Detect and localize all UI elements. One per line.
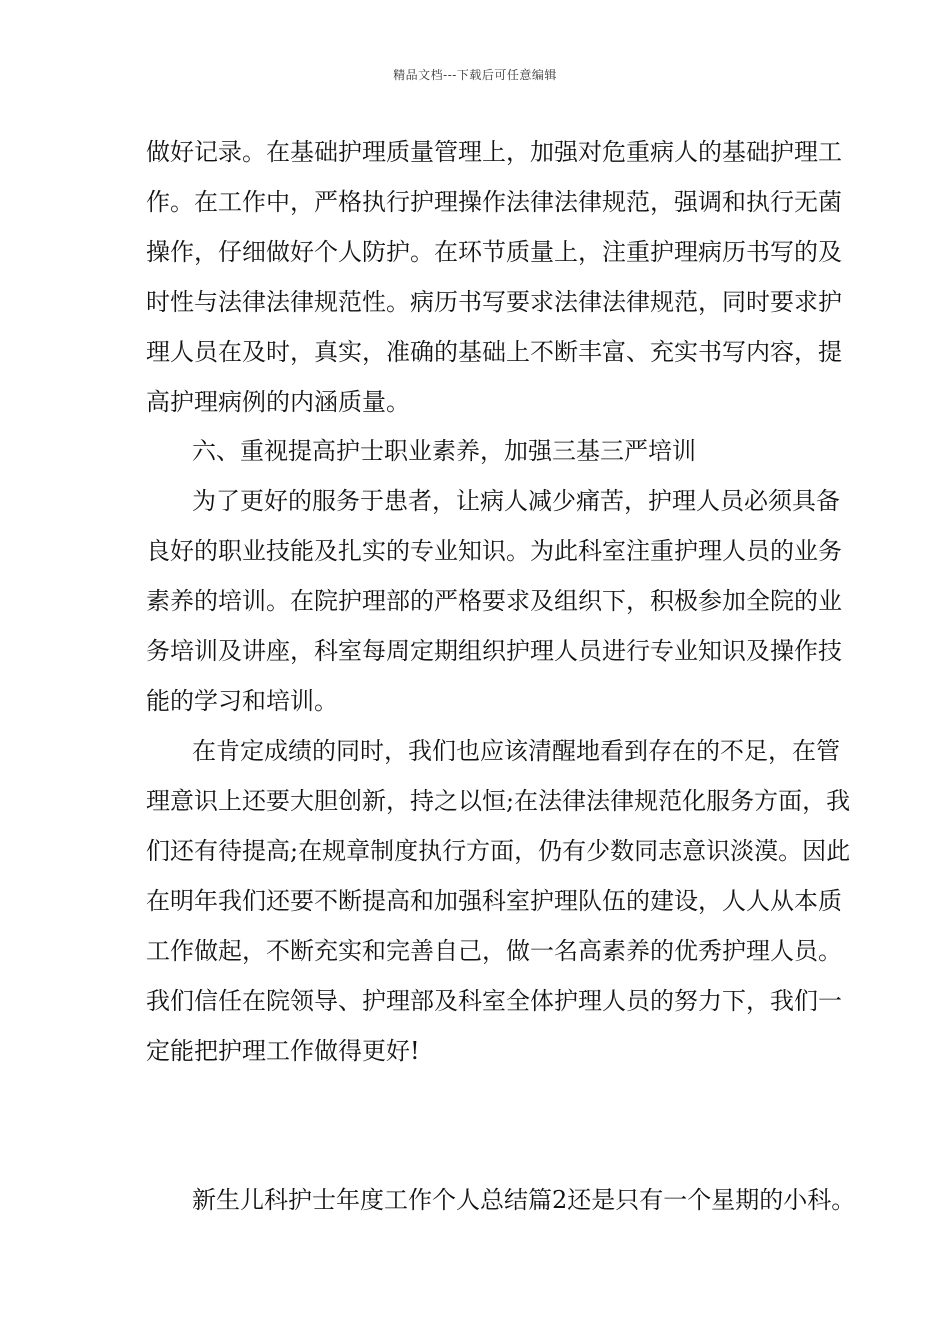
text-line: 在明年我们还要不断提高和加强科室护理队伍的建设，人人从本质 <box>146 887 842 915</box>
text-line: 为了更好的服务于患者，让病人减少痛苦，护理人员必须具备 <box>192 487 840 515</box>
text-line: 理人员在及时，真实，准确的基础上不断丰富、充实书写内容，提 <box>146 338 842 366</box>
text-line: 定能把护理工作做得更好! <box>146 1037 420 1065</box>
text-line: 高护理病例的内涵质量。 <box>146 388 410 416</box>
text-line: 做好记录。在基础护理质量管理上，加强对危重病人的基础护理工 <box>146 138 842 166</box>
text-line: 时性与法律法律规范性。病历书写要求法律法律规范，同时要求护 <box>146 288 842 316</box>
article-title-line: 新生儿科护士年度工作个人总结篇2还是只有一个星期的小科。 <box>192 1186 856 1214</box>
text-line: 素养的培训。在院护理部的严格要求及组织下，积极参加全院的业 <box>146 587 842 615</box>
page-header: 精品文档---下载后可任意编辑 <box>393 68 557 82</box>
text-line: 我们信任在院领导、护理部及科室全体护理人员的努力下，我们一 <box>146 987 842 1015</box>
text-line: 务培训及讲座，科室每周定期组织护理人员进行专业知识及操作技 <box>146 637 842 665</box>
text-line: 们还有待提高;在规章制度执行方面，仍有少数同志意识淡漠。因此 <box>146 837 851 865</box>
text-line: 能的学习和培训。 <box>146 687 338 715</box>
text-line: 在肯定成绩的同时，我们也应该清醒地看到存在的不足，在管 <box>192 737 840 765</box>
text-line: 理意识上还要大胆创新，持之以恒;在法律法律规范化服务方面，我 <box>146 787 851 815</box>
section-heading: 六、重视提高护士职业素养，加强三基三严培训 <box>192 437 696 465</box>
text-line: 操作，仔细做好个人防护。在环节质量上，注重护理病历书写的及 <box>146 238 842 266</box>
text-line: 作。在工作中，严格执行护理操作法律法律规范，强调和执行无菌 <box>146 188 842 216</box>
text-line: 工作做起，不断充实和完善自己，做一名高素养的优秀护理人员。 <box>146 937 842 965</box>
text-line: 良好的职业技能及扎实的专业知识。为此科室注重护理人员的业务 <box>146 537 842 565</box>
